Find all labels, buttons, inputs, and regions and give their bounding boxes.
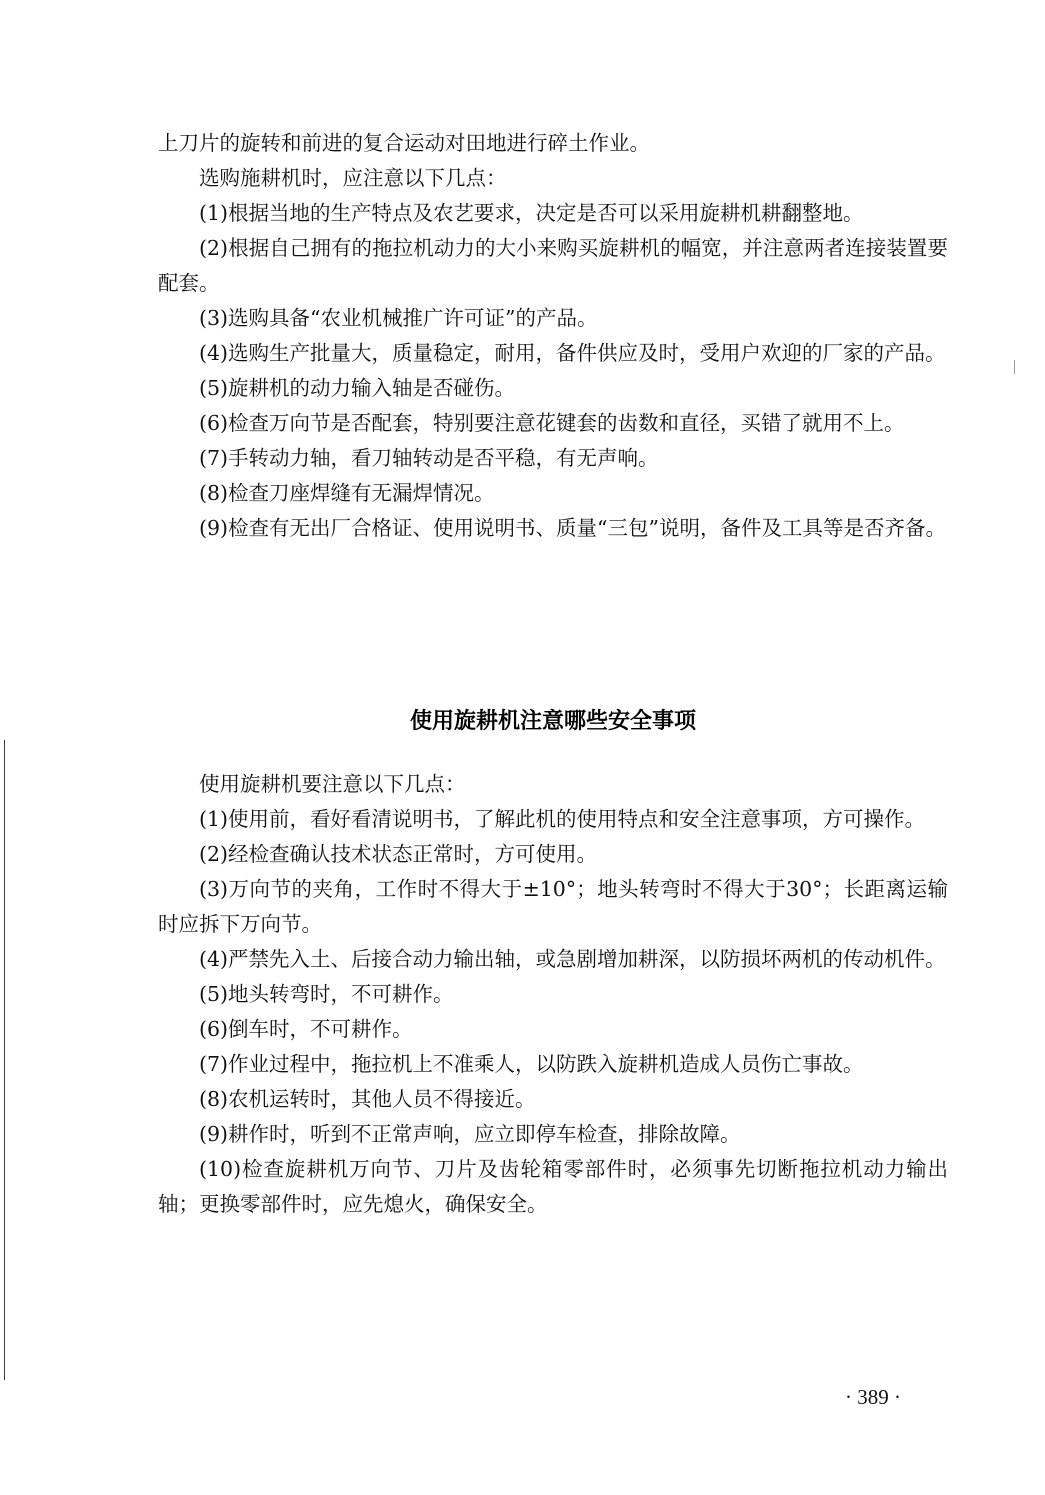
list-item: (8)检查刀座焊缝有无漏焊情况。 bbox=[199, 481, 495, 505]
list-item: (4)选购生产批量大，质量稳定，耐用，备件供应及时，受用户欢迎的厂家的产品。 bbox=[199, 341, 946, 365]
section-intro: 选购施耕机时，应注意以下几点： bbox=[199, 166, 507, 190]
section-heading: 使用旋耕机注意哪些安全事项 bbox=[409, 709, 696, 734]
list-item: (5)地头转弯时，不可耕作。 bbox=[199, 982, 454, 1006]
list-item: (2)经检查确认技术状态正常时，方可使用。 bbox=[199, 842, 598, 866]
scan-mark bbox=[1014, 360, 1015, 374]
list-item: (8)农机运转时，其他人员不得接近。 bbox=[199, 1087, 536, 1111]
list-item: (5)旋耕机的动力输入轴是否碰伤。 bbox=[199, 376, 516, 400]
list-item: (6)倒车时，不可耕作。 bbox=[199, 1017, 413, 1041]
list-item: (7)手转动力轴，看刀轴转动是否平稳，有无声响。 bbox=[199, 446, 659, 470]
scan-edge-line bbox=[4, 740, 5, 1380]
page-number: · 389 · bbox=[845, 1385, 901, 1409]
list-item: (9)耕作时，听到不正常声响，应立即停车检查，排除故障。 bbox=[199, 1122, 741, 1146]
list-item: (4)严禁先入土、后接合动力输出轴，或急剧增加耕深，以防损坏两机的传动机件。 bbox=[199, 947, 946, 971]
list-item: (2)根据自己拥有的拖拉机动力的大小来购买旋耕机的幅宽，并注意两者连接装置要配套。 bbox=[158, 236, 948, 295]
section-safety-notes bbox=[158, 767, 948, 1222]
list-item: (10)检查旋耕机万向节、刀片及齿轮箱零部件时，必须事先切断拖拉机动力输出轴；更换零部件时，应先熄火，确保安全。 bbox=[158, 1157, 948, 1216]
continued-paragraph: 上刀片的旋转和前进的复合运动对田地进行碎土作业。 bbox=[158, 131, 650, 155]
list-item: (1)根据当地的生产特点及农艺要求，决定是否可以采用旋耕机耕翻整地。 bbox=[199, 201, 864, 225]
list-item: (3)选购具备“农业机械推广许可证”的产品。 bbox=[199, 306, 598, 330]
list-item: (6)检查万向节是否配套，特别要注意花键套的齿数和直径，买错了就用不上。 bbox=[199, 411, 905, 435]
list-item: (1)使用前，看好看清说明书，了解此机的使用特点和安全注意事项，方可操作。 bbox=[199, 807, 926, 831]
section-buying-tips bbox=[158, 126, 948, 546]
list-item: (3)万向节的夹角，工作时不得大于±10°；地头转弯时不得大于30°；长距离运输时应拆下万向节。 bbox=[158, 877, 948, 936]
list-item: (9)检查有无出厂合格证、使用说明书、质量“三包”说明，备件及工具等是否齐备。 bbox=[199, 516, 946, 540]
section-intro: 使用旋耕机要注意以下几点： bbox=[199, 772, 466, 796]
list-item: (7)作业过程中，拖拉机上不准乘人，以防跌入旋耕机造成人员伤亡事故。 bbox=[199, 1052, 864, 1076]
